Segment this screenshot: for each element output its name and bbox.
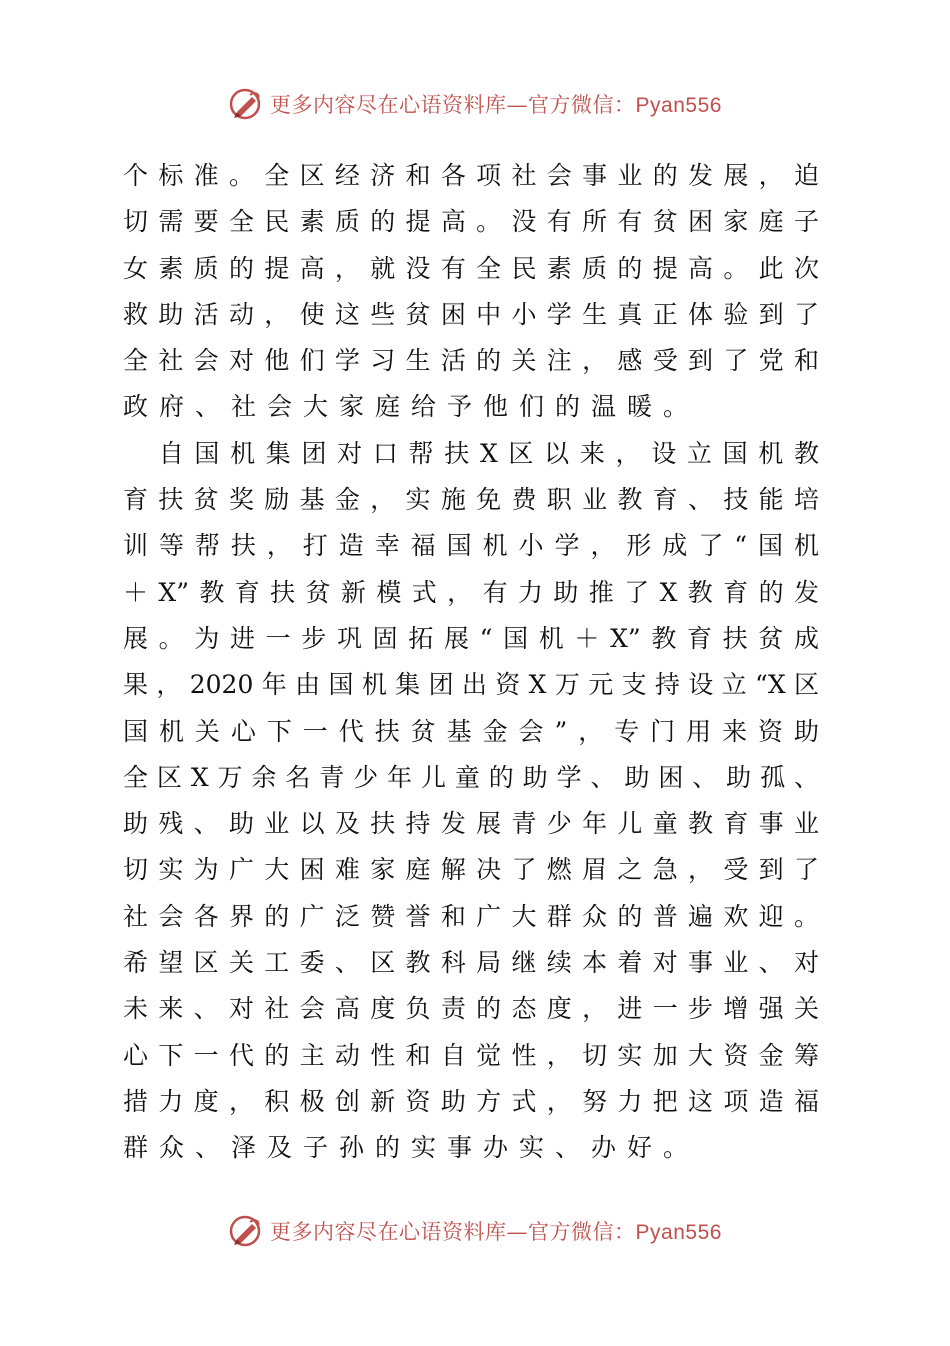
body-line: 政府、社会大家庭给予他们的温暖。	[123, 392, 700, 422]
body-line: 育扶贫奖励基金，实施免费职业教育、技能培	[123, 485, 819, 515]
footer-banner	[0, 1211, 950, 1251]
body-line: 全区X万余名青少年儿童的助学、助困、助孤、	[123, 762, 819, 792]
body-line: 措力度，积极创新资助方式，努力把这项造福	[123, 1086, 819, 1116]
body-line: 切需要全民素质的提高。没有所有贫困家庭子	[123, 207, 819, 237]
body-line: 社会各界的广泛赞誉和广大群众的普遍欢迎。	[123, 901, 819, 931]
body-line: 救助活动，使这些贫困中小学生真正体验到了	[123, 299, 819, 329]
footer-banner-text: 更多内容尽在心语资料库—官方微信：Pyan556	[270, 1220, 722, 1244]
body-line: 群众、泽及子孙的实事办实、办好。	[123, 1133, 700, 1163]
body-line: 助残、助业以及扶持发展青少年儿童教育事业	[123, 809, 819, 839]
body-line: 个标准。全区经济和各项社会事业的发展，迫	[123, 161, 819, 190]
body-line: 未来、对社会高度负责的态度，进一步增强关	[123, 994, 819, 1024]
header-banner-text: 更多内容尽在心语资料库—官方微信：Pyan556	[270, 93, 722, 117]
body-line: 切实为广大困难家庭解决了燃眉之急，受到了	[123, 855, 819, 885]
body-line: 心下一代的主动性和自觉性，切实加大资金筹	[123, 1040, 819, 1070]
pen-logo-icon	[228, 1213, 264, 1249]
pen-logo-icon	[228, 86, 264, 122]
body-line: 全社会对他们学习生活的关注，感受到了党和	[123, 346, 819, 376]
body-line: 自国机集团对口帮扶X区以来，设立国机教	[123, 438, 819, 468]
body-line: 展。为进一步巩固拓展“国机＋X”教育扶贫成	[123, 623, 819, 653]
body-line: ＋X”教育扶贫新模式，有力助推了X教育的发	[123, 577, 819, 607]
body-line: 果，2020年由国机集团出资X万元支持设立“X区	[123, 670, 819, 700]
body-line: 希望区关工委、区教科局继续本着对事业、对	[123, 948, 819, 978]
header-banner	[0, 84, 950, 124]
document-body	[123, 153, 819, 1172]
body-line: 女素质的提高，就没有全民素质的提高。此次	[123, 253, 819, 283]
body-line: 国机关心下一代扶贫基金会”，专门用来资助	[123, 716, 819, 746]
body-line: 训等帮扶，打造幸福国机小学，形成了“国机	[123, 531, 819, 561]
